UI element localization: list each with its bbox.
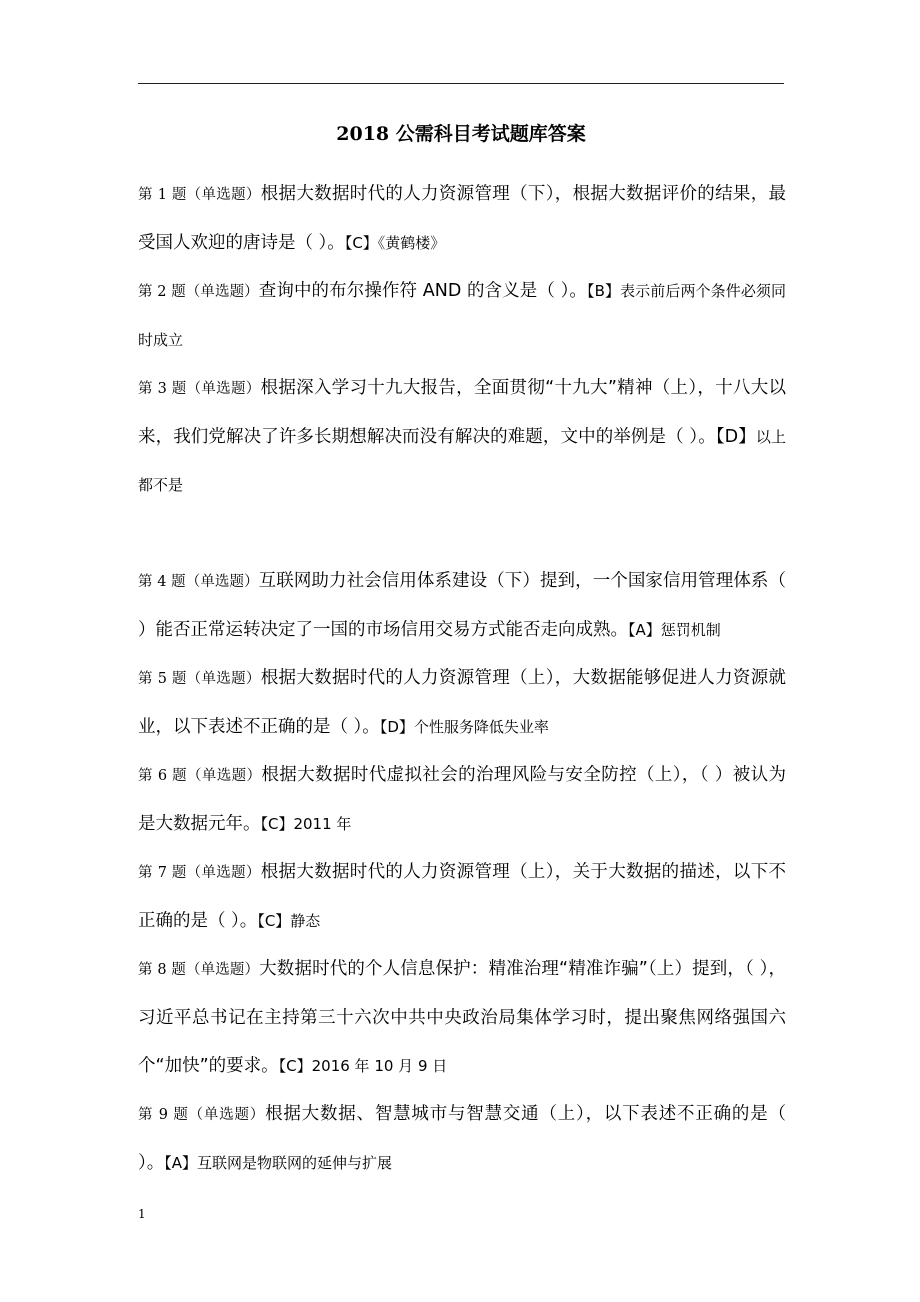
question-prefix: 第 8 题（单选题） <box>138 962 260 978</box>
question-prefix: 第 4 题（单选题） <box>138 574 259 590</box>
question-prefix: 第 1 题（单选题） <box>138 187 261 203</box>
question-item <box>138 945 786 1090</box>
question-text: 大数据时代的个人信息保护：精准治理“精准诈骗”（上）提到，（ ），习近平总书记在主持第三十六次中共中央政治局集体学习时，提出聚焦网络强国六个“加快”的要求。 <box>138 959 786 1076</box>
question-text: 根据大数据时代的人力资源管理（上），关于大数据的描述，以下不正确的是（ ）。 <box>138 862 787 931</box>
question-prefix: 第 3 题（单选题） <box>138 381 261 397</box>
question-answer: 【C】静态 <box>257 912 321 930</box>
question-answer: 【C】2011 年 <box>260 815 352 833</box>
question-answer: 【A】惩罚机制 <box>628 621 721 639</box>
question-prefix: 第 7 题（单选题） <box>138 865 261 881</box>
question-item <box>138 751 786 848</box>
question-answer: 【B】表示前后两个条件必须同时成立 <box>138 282 787 349</box>
question-answer: 【A】互联网是物联网的延伸与扩展 <box>164 1154 393 1172</box>
document-title: 2018 公需科目考试题库答案 <box>336 123 586 145</box>
question-text: 查询中的布尔操作符 AND 的含义是（ ）。 <box>258 281 588 301</box>
question-item <box>138 848 786 945</box>
page-number: 1 <box>138 1207 146 1221</box>
question-prefix: 第 5 题（单选题） <box>138 671 261 687</box>
question-text: 根据大数据时代的人力资源管理（下），根据大数据评价的结果，最受国人欢迎的唐诗是（ ）。 <box>138 184 787 253</box>
question-list <box>138 170 786 1187</box>
question-prefix: 第 6 题（单选题） <box>138 768 262 784</box>
question-item <box>138 267 786 364</box>
question-item <box>138 364 786 509</box>
question-prefix: 第 2 题（单选题） <box>138 284 259 300</box>
header-rule <box>138 83 784 84</box>
question-item <box>138 1090 786 1187</box>
question-text: 根据深入学习十九大报告，全面贯彻“十九大”精神（上），十八大以来，我们党解决了许多长期想解决而没有解决的难题，文中的举例是（ ）。【D】 <box>138 378 786 447</box>
question-item <box>138 170 786 267</box>
question-answer: 【D】个性服务降低失业率 <box>379 718 549 736</box>
question-answer: 【C】2016 年 10 月 9 日 <box>278 1057 448 1075</box>
question-prefix: 第 9 题（单选题） <box>138 1107 266 1123</box>
question-answer: 以上都不是 <box>138 428 786 494</box>
question-item <box>138 654 786 751</box>
question-text: 根据大数据时代虚拟社会的治理风险与安全防控（上），（ ）被认为是大数据元年。 <box>138 765 786 834</box>
question-item <box>138 557 786 654</box>
paragraph-gap <box>138 509 786 557</box>
question-text: 互联网助力社会信用体系建设（下）提到，一个国家信用管理体系（ ）能否正常运转决定了一国的市场信用交易方式能否走向成熟。 <box>138 571 786 640</box>
question-text: 根据大数据时代的人力资源管理（上），大数据能够促进人力资源就业，以下表述不正确的是（ ）。 <box>138 668 787 737</box>
question-text: 根据大数据、智慧城市与智慧交通（上），以下表述不正确的是（ ）。 <box>138 1104 786 1173</box>
question-answer: 【C】《黄鹤楼》 <box>344 234 446 252</box>
